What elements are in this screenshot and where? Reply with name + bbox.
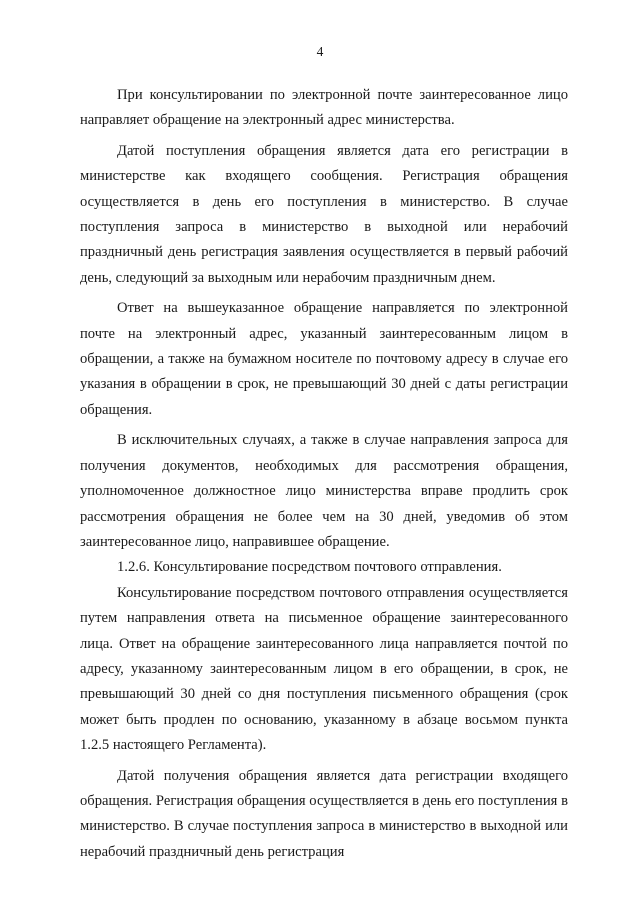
paragraph-email-consultation: При консультировании по электронной почте заинтересованное лицо направляет обращение на электронный адрес министерства.	[80, 87, 568, 129]
paragraph-postal-receipt-date: Датой получения обращения является дата регистрации входящего обращения. Регистрация обращения осуществляется в день его поступления в министерство. В случае поступления запроса в министерство в выходной или нерабочий праздничный день регистрация	[80, 767, 568, 860]
section-heading-1-2-6: 1.2.6. Консультирование посредством почтового отправления.	[117, 559, 502, 576]
document-body	[80, 83, 568, 865]
paragraph-receipt-date: Датой поступления обращения является дата его регистрации в министерстве как входящего сообщения. Регистрация обращения осуществляется в день его поступления в министерство. В случае поступления запроса в министерство в выходной или нерабочий праздничный день регистрация заявления осуществляется в первый рабочий день, следующий за выходным или нерабочим праздничным днем.	[80, 142, 568, 286]
paragraph-postal-consultation: Консультирование посредством почтового отправления осуществляется путем направления ответа на письменное обращение заинтересованного лица. Ответ на обращение заинтересованного лица направляется почтой по адресу, указанному заинтересованным лицом в его обращении, в срок, не превышающий 30 дней со дня поступления письменного обращения (срок может быть продлен по основанию, указанному в абзаце восьмом пункта 1.2.5 настоящего Регламента).	[80, 584, 568, 754]
paragraph-response: Ответ на вышеуказанное обращение направляется по электронной почте на электронный адрес, указанный заинтересованным лицом в обращении, а также на бумажном носителе по почтовому адресу в случае его указания в обращении в срок, не превышающий 30 дней с даты регистрации обращения.	[80, 300, 568, 418]
paragraph-exceptional-cases: В исключительных случаях, а также в случае направления запроса для получения документов, необходимых для рассмотрения обращения, уполномоченное должностное лицо министерства вправе продлить срок рассмотрения обращения не более чем на 30 дней, уведомив об этом заинтересованное лицо, направившее обращение.	[80, 432, 568, 550]
page-number: 4	[316, 44, 324, 59]
